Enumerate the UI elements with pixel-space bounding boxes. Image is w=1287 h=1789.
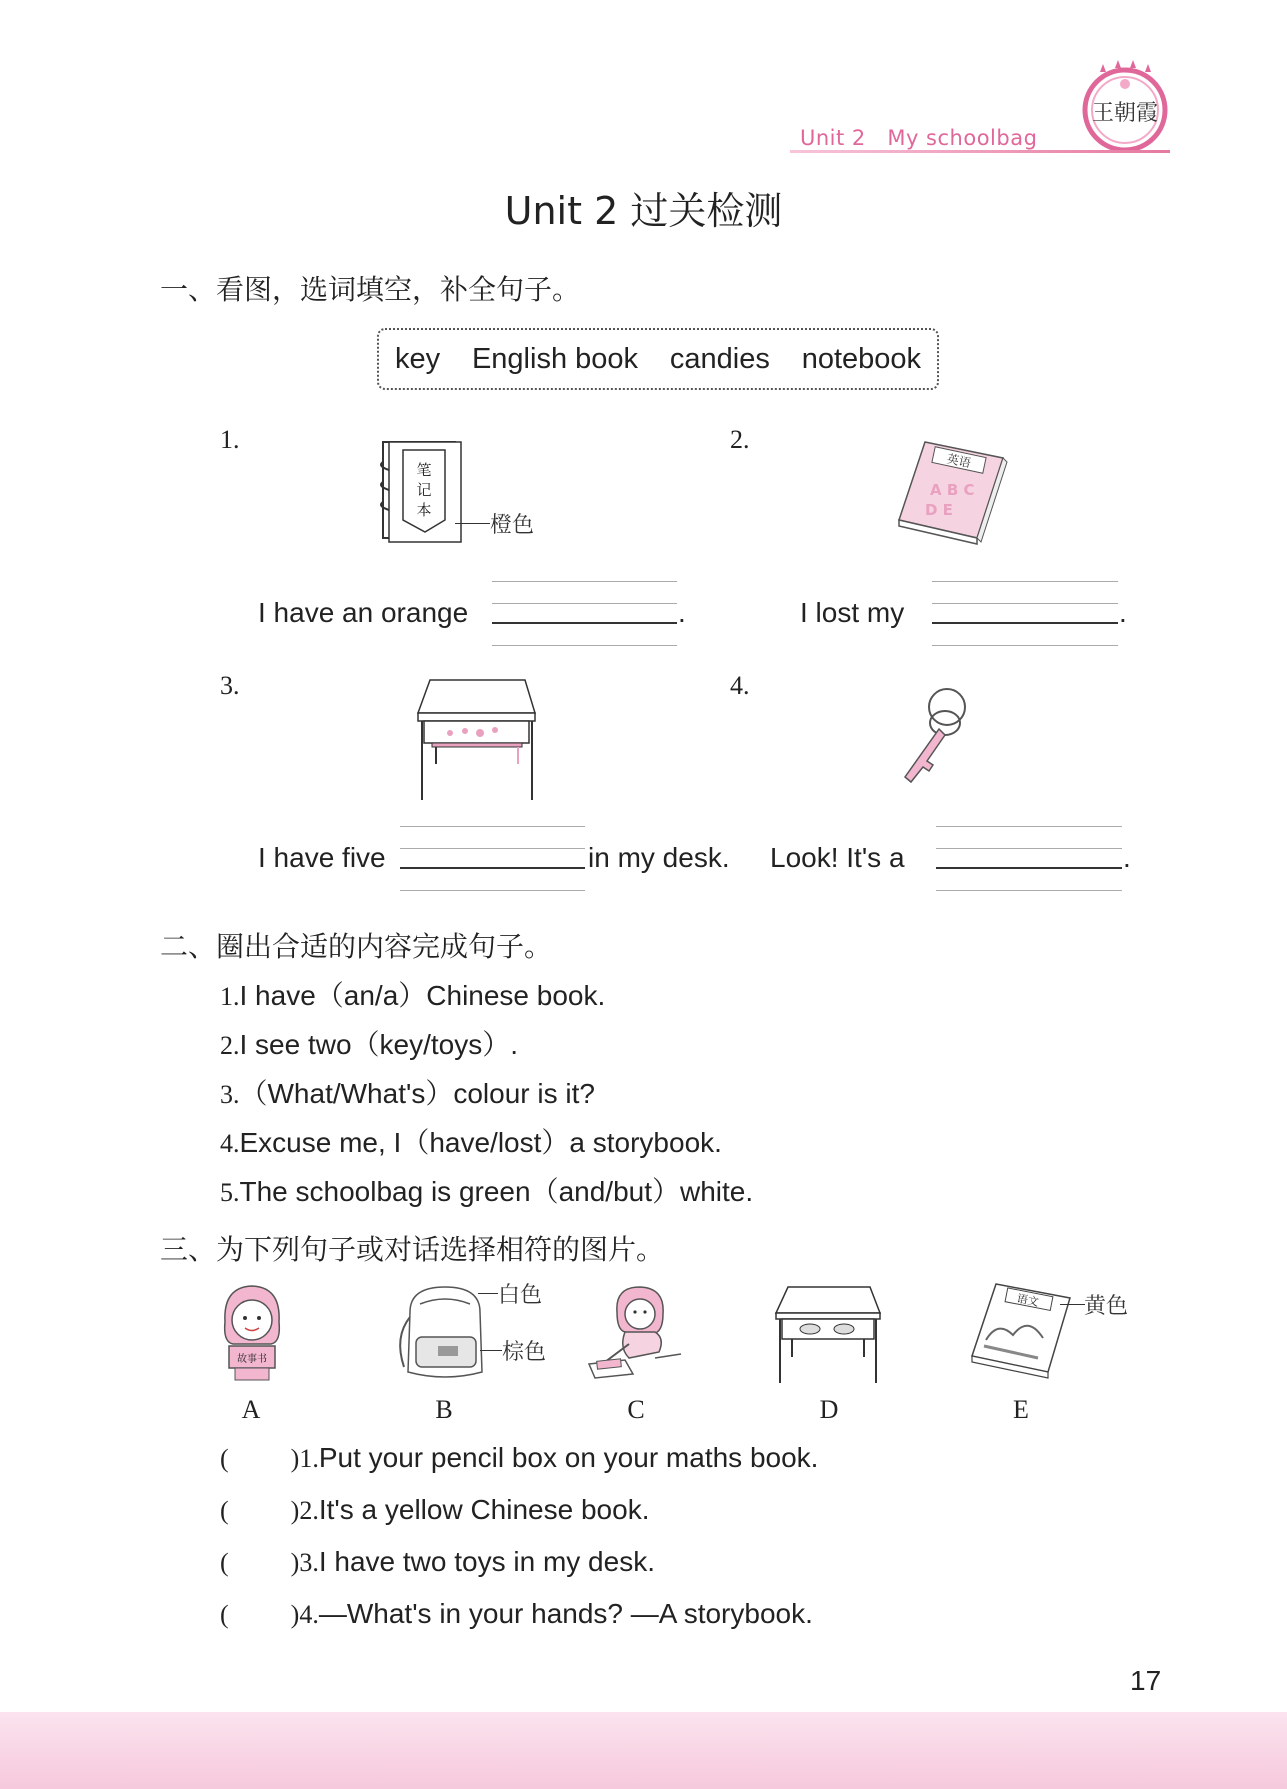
match-item-3 [220, 1546, 1220, 1578]
label-pointer [455, 523, 490, 524]
item4-sentence: Look! It's a [770, 842, 905, 873]
guide-line [936, 826, 1122, 827]
guide-line [400, 848, 585, 849]
option-e: E [1013, 1395, 1029, 1424]
item-number: 2. [220, 1031, 240, 1060]
picture-a-girl-storybook [215, 1282, 290, 1386]
answer-blank-3[interactable] [400, 867, 585, 869]
item2-number: 2. [730, 425, 750, 454]
item-text: —What's in your hands? —A storybook. [318, 1598, 813, 1629]
option-b: B [435, 1395, 453, 1424]
notebook-illustration [375, 440, 465, 549]
page-title: Unit 2 过关检测 [504, 189, 783, 233]
word-1: key [394, 342, 441, 375]
item-text: （What/What's）colour is it? [239, 1078, 595, 1109]
answer-blank-4[interactable] [936, 867, 1122, 869]
option-d: D [819, 1395, 839, 1424]
picture-c-girl-pencilbox [585, 1282, 685, 1386]
guide-line [400, 826, 585, 827]
header-unit: Unit 2 [800, 126, 866, 150]
label-pointer [480, 1350, 502, 1351]
word-bank [377, 328, 939, 390]
key-illustration [895, 685, 980, 794]
svg-text:王朝霞: 王朝霞 [1091, 101, 1159, 126]
svg-text:本: 本 [416, 501, 432, 519]
guide-line [492, 645, 677, 646]
guide-line [932, 603, 1118, 604]
circle-item-2[interactable] [220, 1023, 518, 1063]
item3-number: 3. [220, 671, 240, 700]
svg-text:英语: 英语 [945, 451, 972, 471]
page-number: 17 [1130, 1665, 1162, 1696]
running-header [800, 126, 1037, 150]
item-number: 1. [220, 982, 240, 1011]
guide-line [932, 581, 1118, 582]
circle-item-3[interactable] [220, 1072, 595, 1112]
circle-item-4[interactable] [220, 1121, 722, 1161]
circle-item-1[interactable] [220, 974, 605, 1014]
item4-period: . [1123, 842, 1131, 873]
footer-band [0, 1712, 1287, 1789]
svg-text:笔: 笔 [416, 461, 432, 479]
item-text: I see two（key/toys）. [239, 1029, 519, 1060]
item-text: Excuse me, I（have/lost）a storybook. [239, 1127, 722, 1158]
picture-b-schoolbag [390, 1282, 500, 1391]
label-yellow: 黄色 [1084, 1294, 1129, 1319]
guide-line [492, 581, 677, 582]
guide-line [400, 890, 585, 891]
picture-d-desk-toys [770, 1285, 885, 1389]
word-4: notebook [801, 342, 922, 375]
guide-line [492, 603, 677, 604]
item1-period: . [678, 597, 686, 628]
match-item-1 [220, 1442, 1220, 1474]
header-rule [790, 150, 1170, 153]
item-text: I have（an/a）Chinese book. [239, 980, 606, 1011]
item1-number: 1. [220, 425, 240, 454]
svg-text:D E: D E [925, 501, 953, 519]
item-number: )3. [290, 1548, 319, 1577]
item-text: Put your pencil box on your maths book. [318, 1442, 819, 1473]
answer-paren-open[interactable]: ( [220, 1548, 229, 1577]
item3-sentence-end: in my desk. [588, 842, 730, 873]
item-number: 5. [220, 1178, 240, 1207]
item-text: It's a yellow Chinese book. [318, 1494, 650, 1525]
label-pointer [1060, 1304, 1085, 1305]
word-3: candies [669, 342, 770, 375]
section3-heading: 三、为下列句子或对话选择相符的图片。 [160, 1233, 665, 1266]
item-text: The schoolbag is green（and/but）white. [239, 1176, 754, 1207]
section2-heading: 二、圈出合适的内容完成句子。 [160, 930, 553, 963]
item1-sentence: I have an orange [258, 597, 469, 628]
label-orange: 橙色 [490, 513, 535, 538]
item2-sentence: I lost my [800, 597, 905, 628]
svg-text:故事书: 故事书 [237, 1354, 267, 1365]
answer-paren-open[interactable]: ( [220, 1496, 229, 1525]
desk-illustration [410, 678, 540, 807]
item-number: )4. [290, 1600, 319, 1629]
item-text: I have two toys in my desk. [318, 1546, 655, 1577]
item-number: 3. [220, 1080, 240, 1109]
label-pointer [478, 1293, 498, 1294]
header-topic: My schoolbag [887, 126, 1038, 150]
word-2: English book [471, 342, 639, 375]
item-number: 4. [220, 1129, 240, 1158]
answer-paren-open[interactable]: ( [220, 1600, 229, 1629]
answer-paren-open[interactable]: ( [220, 1444, 229, 1473]
item3-sentence-start: I have five [258, 842, 386, 873]
guide-line [936, 848, 1122, 849]
answer-blank-2[interactable] [932, 622, 1118, 624]
item-number: )2. [290, 1496, 319, 1525]
match-item-4 [220, 1598, 1220, 1630]
section1-heading: 一、看图，选词填空，补全句子。 [160, 273, 581, 306]
label-white: 白色 [498, 1283, 543, 1308]
svg-text:记: 记 [416, 481, 432, 499]
item2-period: . [1119, 597, 1127, 628]
label-brown: 棕色 [502, 1340, 547, 1365]
svg-text:A B C: A B C [930, 481, 975, 499]
circle-item-5[interactable] [220, 1170, 753, 1210]
option-c: C [627, 1395, 645, 1424]
option-a: A [241, 1395, 261, 1424]
guide-line [932, 645, 1118, 646]
item-number: )1. [290, 1444, 319, 1473]
english-book-illustration [895, 440, 1010, 549]
match-item-2 [220, 1494, 1220, 1526]
item4-number: 4. [730, 671, 750, 700]
brand-logo [1075, 60, 1175, 155]
guide-line [936, 890, 1122, 891]
picture-e-chinese-book [968, 1280, 1078, 1384]
answer-blank-1[interactable] [492, 622, 677, 624]
svg-text:语文: 语文 [1015, 1291, 1040, 1309]
